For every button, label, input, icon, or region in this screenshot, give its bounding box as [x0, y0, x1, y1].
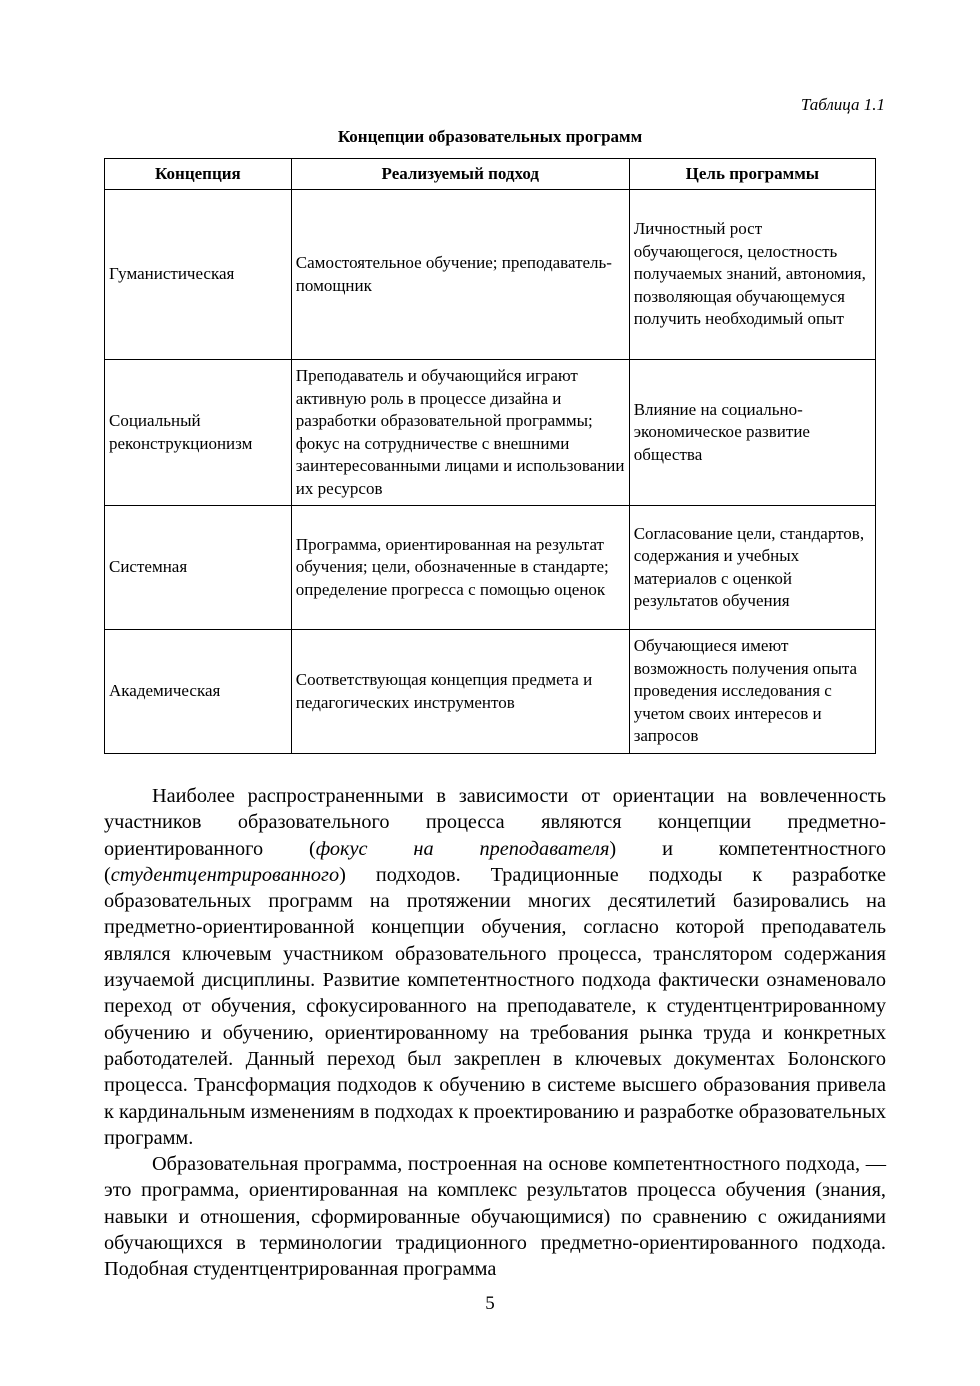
header-goal: Цель программы [629, 159, 875, 190]
concepts-table [104, 158, 876, 754]
goal-cell: Личностный рост обучающегося, целостность получаемых знаний, автономия, позволяющая обучающемуся получить необходимый опыт [629, 190, 875, 360]
table-row [105, 190, 876, 360]
approach-cell: Самостоятельное обучение; преподаватель-помощник [291, 190, 629, 360]
concept-cell: Системная [105, 506, 292, 630]
table-header-row [105, 159, 876, 190]
table-row [105, 360, 876, 506]
paragraph-2: Образовательная программа, построенная на основе компетентностного подхода, — это программа, ориентированная на комплекс результатов процесса обучения (знания, навыки и отношения, сформированные обучающимися) по сравнению с ожиданиями обучающихся в терминологии традиционного предметно-ориентированного подхода. Подобная студентцентрированная программа [104, 1153, 886, 1281]
goal-cell: Обучающиеся имеют возможность получения опыта проведения исследования с учетом своих интересов и запросов [629, 630, 875, 754]
table-label: Таблица 1.1 [800, 95, 885, 114]
concept-cell: Социальный реконструкционизм [105, 360, 292, 506]
table-row [105, 630, 876, 754]
paragraph-1-part-3: ) подходов. Традиционные подходы к разработке образовательных программ на протяжении многих десятилетий базировались на предметно-ориентированной концепции обучения, согласно которой преподаватель являлся ключевым участником образовательного процесса, транслятором содержания изучаемой дисциплины. Развитие компетентностного подхода фактически ознаменовало переход от обучения, сфокусированного на преподавателе, к студентцентрированному обучению и обучению, ориентированному на требования рынка труда и конкретных работодателей. Данный переход был закреплен в ключевых документах Болонского процесса. Трансформация подходов к обучению в системе высшего образования привела к кардинальным изменениям в подходах к проектированию и разработке образовательных программ. [104, 863, 886, 1149]
paragraph-1-part-1: Наиболее распространенными в зависимости от ориентации на вовлеченность участников образовательного процесса являются концепции предметно-ориентированного ( [104, 785, 886, 860]
table-title: Концепции образовательных программ [337, 127, 643, 146]
concept-cell: Академическая [105, 630, 292, 754]
header-concept: Концепция [105, 159, 292, 190]
paragraph-1-part-2: ) и компетентностного ( [104, 837, 886, 886]
paragraph-1-emphasis-1: фокус на преподавателя [315, 837, 610, 860]
header-approach: Реализуемый подход [291, 159, 629, 190]
goal-cell: Согласование цели, стандартов, содержания и учебных материалов с оценкой результатов обучения [629, 506, 875, 630]
goal-cell: Влияние на социально-экономическое развитие общества [629, 360, 875, 506]
table-row [105, 506, 876, 630]
paragraph-1-emphasis-2: студентцентрированного [110, 863, 340, 886]
approach-cell: Преподаватель и обучающийся играют активную роль в процессе дизайна и разработки образовательной программы; фокус на сотрудничестве с внешними заинтересованными лицами и использовании их ресурсов [291, 360, 629, 506]
concept-cell: Гуманистическая [105, 190, 292, 360]
page-number: 5 [485, 1293, 495, 1314]
approach-cell: Соответствующая концепция предмета и педагогических инструментов [291, 630, 629, 754]
approach-cell: Программа, ориентированная на результат обучения; цели, обозначенные в стандарте; определение прогресса с помощью оценок [291, 506, 629, 630]
body-text [104, 783, 886, 1283]
paragraph-1 [104, 783, 886, 1151]
